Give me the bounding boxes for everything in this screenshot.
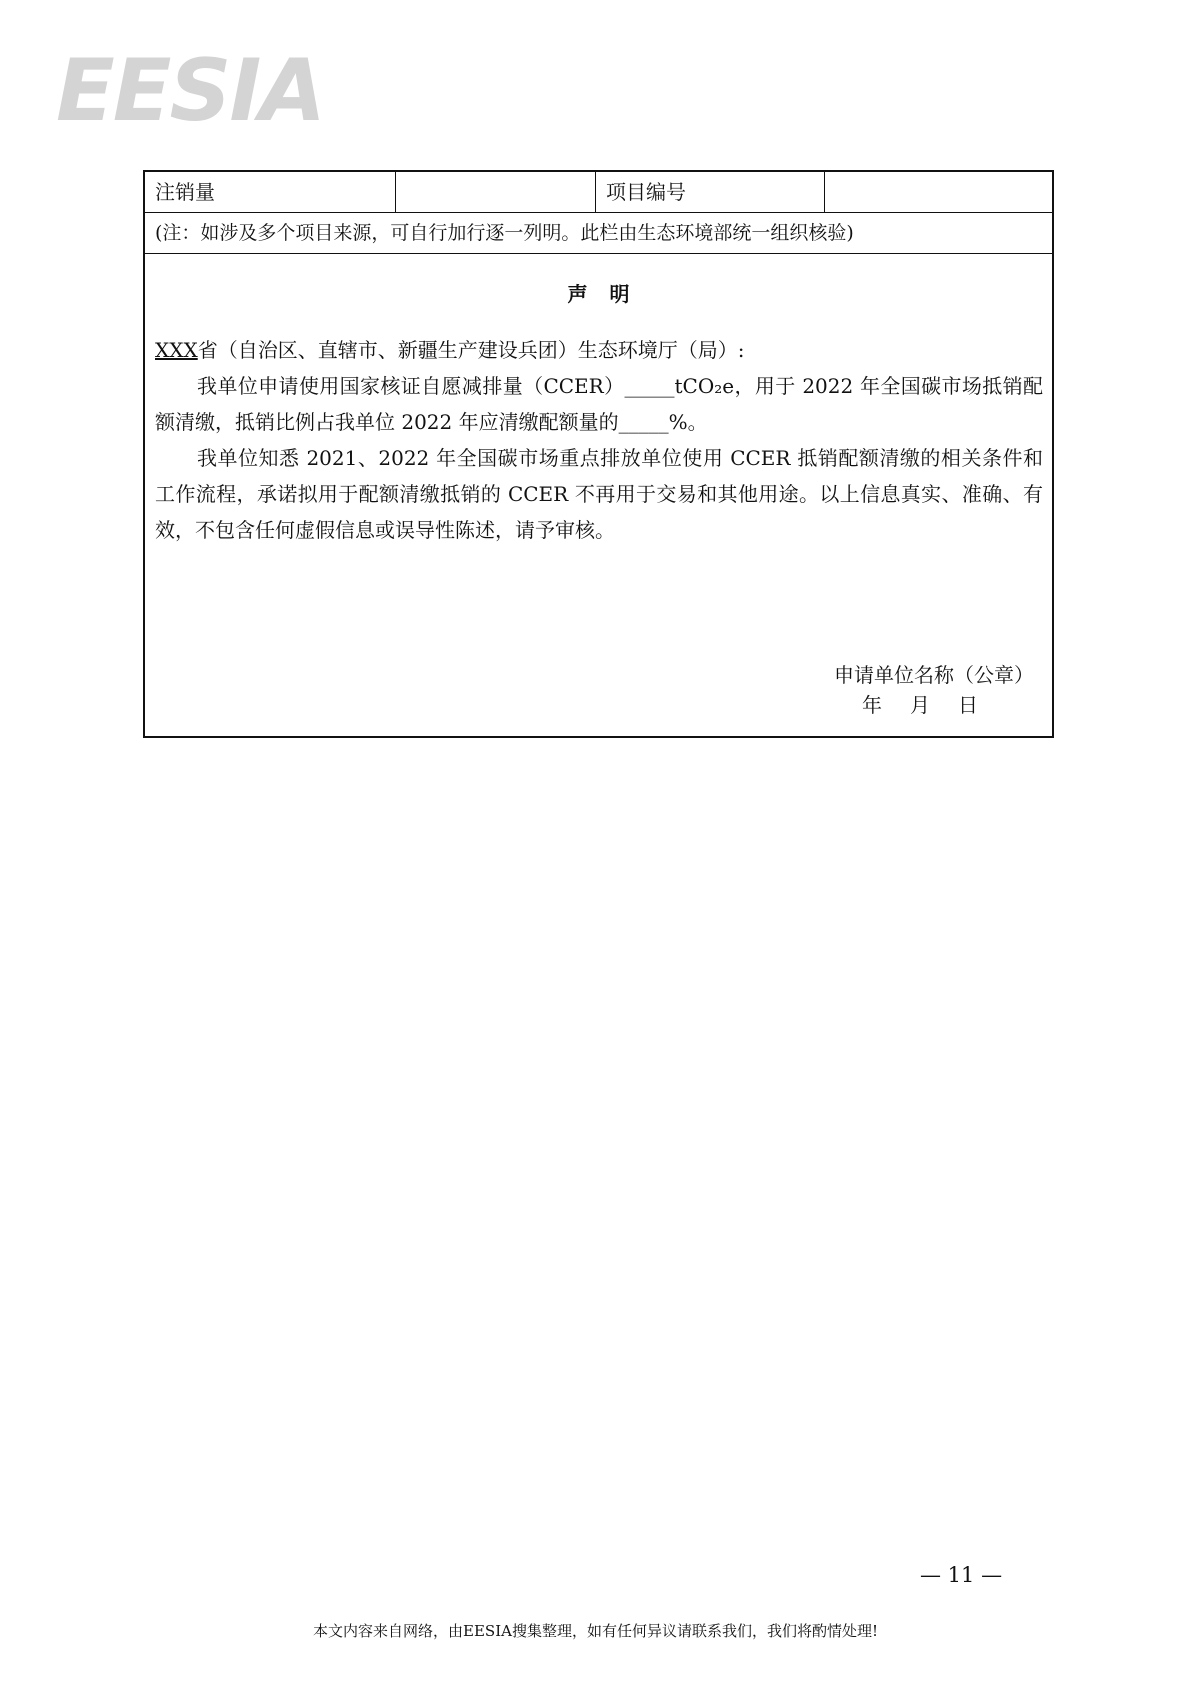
cancellation-amount-value [396,172,596,212]
page-number: — 11 — [920,1563,1003,1587]
declaration-title: 声明 [567,282,652,306]
cancellation-amount-label: 注销量 [145,172,396,212]
project-number-label: 项目编号 [596,172,825,212]
table-note: (注：如涉及多个项目来源，可自行加行逐一列明。此栏由生态环境部统一组织核验) [145,213,1052,254]
addressee-placeholder: XXX [155,338,198,362]
declaration-section [145,254,1052,737]
declaration-paragraph-2: 我单位知悉 2021、2022 年全国碳市场重点排放单位使用 CCER 抵销配额清缴的相关条件和工作流程，承诺拟用于配额清缴抵销的 CCER 不再用于交易和其他用途。以上信息真实、准确、有效，不包含任何虚假信息或误导性陈述，请予审核。 [155,446,1043,542]
signature-date: 年月日 [862,693,1006,717]
footer-disclaimer: 本文内容来自网络，由EESIA搜集整理，如有任何异议请联系我们，我们将酌情处理! [313,1622,878,1640]
addressee-text: 省（自治区、直辖市、新疆生产建设兵团）生态环境厅（局）: [197,338,745,362]
declaration-paragraph-1: 我单位申请使用国家核证自愿减排量（CCER）_____tCO₂e，用于 2022 年全国碳市场抵销配额清缴，抵销比例占我单位 2022 年应清缴配额量的_____%。 [155,374,1043,434]
declaration-addressee [155,332,744,368]
applicant-signature: 申请单位名称（公章） [834,663,1034,687]
cancellation-row [145,172,1052,213]
project-number-value [825,172,1052,212]
application-form-table [143,170,1054,738]
eesia-logo: EESIA [56,41,324,141]
